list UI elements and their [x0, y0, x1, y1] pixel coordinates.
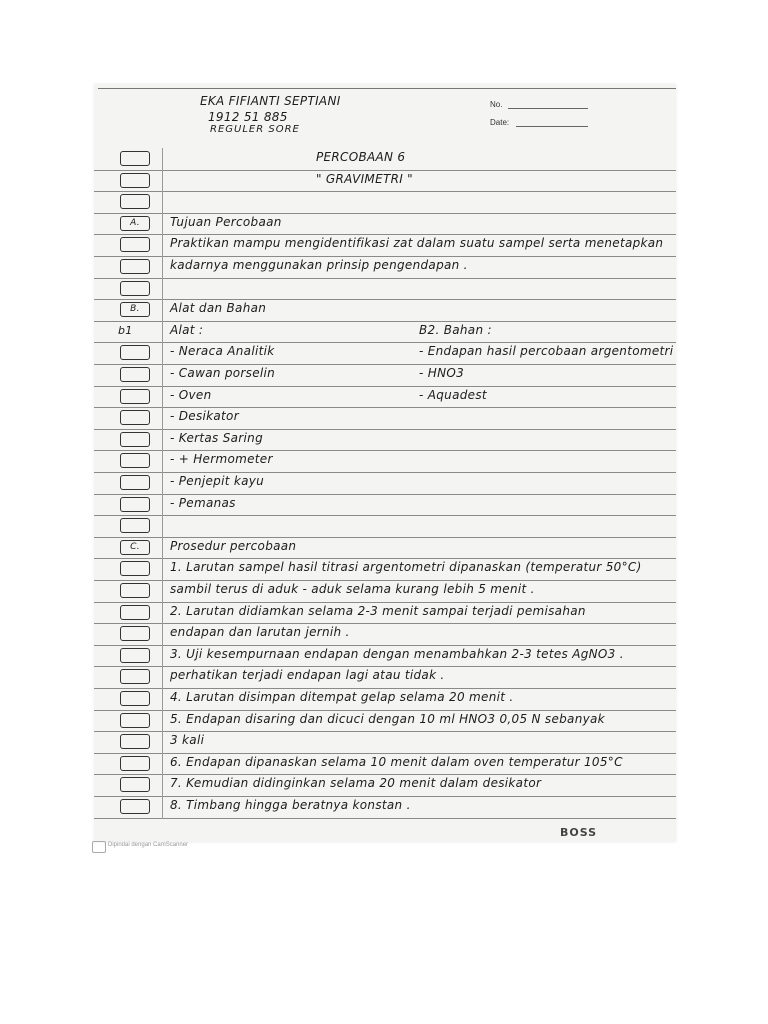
row-text: - Oven — [170, 387, 212, 402]
row-marker-box — [120, 259, 150, 274]
margin-line — [162, 148, 163, 171]
row-text: - + Hermometer — [170, 452, 273, 467]
margin-line — [162, 774, 163, 797]
row-marker-box — [120, 432, 150, 447]
scanner-caption: Dipindai dengan CamScanner — [108, 842, 189, 848]
row-text: Tujuan Percobaan — [170, 214, 282, 229]
notebook-row — [94, 429, 676, 452]
notebook-page — [94, 84, 676, 842]
row-text-right: - Endapan hasil percobaan argentometri — [419, 344, 674, 359]
row-text: - Kertas Saring — [170, 430, 263, 445]
notebook-row — [94, 450, 676, 473]
no-label: No. — [490, 100, 503, 109]
notebook-row — [94, 710, 676, 733]
student-id: 1912 51 885 — [208, 110, 288, 124]
row-marker-box — [120, 799, 150, 814]
margin-line — [162, 666, 163, 689]
row-marker-box — [120, 669, 150, 684]
notebook-row — [94, 688, 676, 711]
row-text: - Pemanas — [170, 495, 236, 510]
margin-line — [162, 299, 163, 322]
row-marker-box — [120, 475, 150, 490]
date-line — [516, 126, 588, 127]
margin-line — [162, 407, 163, 430]
row-text: - Neraca Analitik — [170, 344, 275, 359]
notebook-row — [94, 602, 676, 625]
margin-line — [162, 796, 163, 819]
row-text: - Penjepit kayu — [170, 474, 265, 488]
margin-line — [162, 602, 163, 625]
date-label: Date: — [490, 118, 510, 127]
row-text: 3 kali — [170, 733, 205, 748]
notebook-row — [94, 191, 676, 214]
row-marker-box — [120, 497, 150, 512]
margin-line — [162, 386, 163, 409]
row-text: Praktikan mampu mengidentifikasi zat dalam suatu sampel serta menetapkan — [170, 236, 664, 251]
margin-line — [162, 191, 163, 214]
row-text: 8. Timbang hingga beratnya konstan . — [170, 798, 411, 812]
notebook-row — [94, 256, 676, 279]
row-marker-box — [120, 648, 150, 663]
no-line — [508, 108, 588, 109]
notebook-row — [94, 558, 676, 581]
row-marker-box: A. — [120, 216, 150, 231]
margin-line — [162, 688, 163, 711]
camscanner-logo — [92, 841, 106, 853]
row-text-right: B2. Bahan : — [419, 322, 492, 337]
notebook-row — [94, 299, 676, 322]
margin-line — [162, 494, 163, 517]
margin-line — [162, 731, 163, 754]
row-text: endapan dan larutan jernih . — [170, 625, 350, 640]
row-marker-box — [120, 281, 150, 296]
row-text-right: - HNO3 — [419, 366, 465, 380]
margin-line — [162, 170, 163, 193]
student-class: REGULER SORE — [210, 124, 300, 135]
notebook-row — [94, 515, 676, 538]
margin-line — [162, 256, 163, 279]
notebook-row — [94, 364, 676, 387]
row-text: sambil terus di aduk - aduk selama kurang lebih 5 menit . — [170, 582, 535, 596]
row-marker-box — [120, 777, 150, 792]
margin-line — [162, 537, 163, 560]
margin-line — [162, 710, 163, 733]
notebook-row — [94, 213, 676, 236]
row-text: 5. Endapan disaring dan dicuci dengan 10 ml HNO3 0,05 N sebanyak — [170, 711, 605, 726]
row-text-right: - Aquadest — [419, 387, 487, 402]
margin-line — [162, 342, 163, 365]
margin-line — [162, 234, 163, 257]
row-text: 2. Larutan didiamkan selama 2-3 menit sampai terjadi pemisahan — [170, 603, 586, 618]
row-text: Prosedur percobaan — [170, 538, 297, 553]
margin-line — [162, 472, 163, 495]
row-text: 4. Larutan disimpan ditempat gelap selama 20 menit . — [170, 690, 514, 704]
row-marker-box — [120, 583, 150, 598]
row-text: Alat dan Bahan — [170, 301, 267, 316]
notebook-row — [94, 170, 676, 193]
margin-line — [162, 580, 163, 603]
notebook-row — [94, 342, 676, 365]
margin-line — [162, 645, 163, 668]
notebook-row — [94, 731, 676, 754]
notebook-row — [94, 666, 676, 689]
notebook-row — [94, 753, 676, 776]
notebook-row — [94, 774, 676, 797]
row-marker-box — [120, 237, 150, 252]
row-marker-box — [120, 173, 150, 188]
notebook-row — [94, 278, 676, 301]
margin-line — [162, 364, 163, 387]
row-text: perhatikan terjadi endapan lagi atau tidak . — [170, 668, 445, 683]
row-text: 6. Endapan dipanaskan selama 10 menit dalam oven temperatur 105°C — [170, 754, 623, 769]
row-marker-box — [120, 453, 150, 468]
margin-line — [162, 753, 163, 776]
margin-line — [162, 515, 163, 538]
notebook-row — [94, 580, 676, 603]
row-marker-box — [120, 734, 150, 749]
top-rule — [98, 88, 676, 89]
margin-line — [162, 450, 163, 473]
notebook-row — [94, 645, 676, 668]
row-marker-box — [120, 691, 150, 706]
row-marker-box — [120, 367, 150, 382]
notebook-row — [94, 407, 676, 430]
row-text: kadarnya menggunakan prinsip pengendapan . — [170, 258, 468, 272]
row-marker-box — [120, 713, 150, 728]
row-marker-box — [120, 389, 150, 404]
row-marker-box — [120, 345, 150, 360]
margin-line — [162, 321, 163, 344]
notebook-row — [94, 234, 676, 257]
row-marker-box — [120, 756, 150, 771]
margin-line — [162, 278, 163, 301]
corner-stamp: BOSS — [560, 826, 598, 839]
row-marker-box: C. — [120, 540, 150, 555]
row-marker-box — [120, 518, 150, 533]
row-marker-box — [120, 151, 150, 166]
margin-line — [162, 558, 163, 581]
notebook-row — [94, 623, 676, 646]
row-text: - Desikator — [170, 409, 239, 424]
notebook-row — [94, 472, 676, 495]
row-label: b1 — [118, 323, 133, 337]
margin-line — [162, 213, 163, 236]
notebook-row — [94, 796, 676, 819]
row-marker-box — [120, 626, 150, 641]
notebook-row — [94, 148, 676, 171]
row-text: Alat : — [170, 322, 204, 337]
row-text: - Cawan porselin — [170, 366, 276, 380]
row-marker-box — [120, 561, 150, 576]
student-name: EKA FIFIANTI SEPTIANI — [200, 94, 341, 108]
margin-line — [162, 623, 163, 646]
row-text: 1. Larutan sampel hasil titrasi argentometri dipanaskan (temperatur 50°C) — [170, 560, 642, 575]
row-text: PERCOBAAN 6 — [316, 150, 406, 164]
row-marker-box — [120, 410, 150, 425]
notebook-row — [94, 494, 676, 517]
row-marker-box — [120, 194, 150, 209]
row-text: 7. Kemudian didinginkan selama 20 menit dalam desikator — [170, 776, 542, 791]
row-text: " GRAVIMETRI " — [316, 171, 414, 186]
margin-line — [162, 429, 163, 452]
row-marker-box: B. — [120, 302, 150, 317]
notebook-row — [94, 321, 676, 344]
row-marker-box — [120, 605, 150, 620]
notebook-row — [94, 386, 676, 409]
row-text: 3. Uji kesempurnaan endapan dengan menambahkan 2-3 tetes AgNO3 . — [170, 646, 624, 661]
notebook-row — [94, 537, 676, 560]
